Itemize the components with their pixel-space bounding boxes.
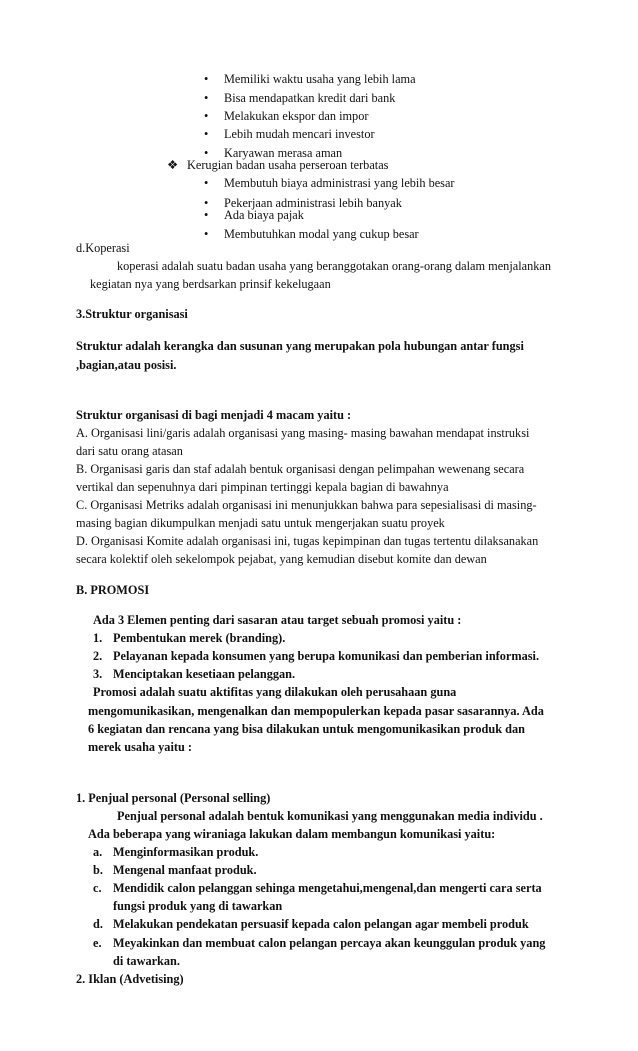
list-letter: d. [93,917,103,931]
koperasi-text: koperasi adalah suatu badan usaha yang beranggotakan orang-orang dalam menjalankan [117,259,551,273]
promosi-paragraph: 6 kegiatan dan rencana yang bisa dilakukan untuk mengomunikasikan produk dan [88,722,525,736]
list-number: 3. [93,667,103,681]
bullet-icon: • [204,72,209,86]
struktur-types-heading: Struktur organisasi di bagi menjadi 4 macam yaitu : [76,408,352,422]
koperasi-heading: d.Koperasi [76,241,130,255]
advantage-item: Lebih mudah mencari investor [224,127,375,141]
disadvantage-item: Membutuh biaya administrasi yang lebih besar [224,176,455,190]
penjual-text: Ada beberapa yang wiraniaga lakukan dalam membangun komunikasi yaitu: [88,827,496,841]
promosi-element: Pelayanan kepada konsumen yang berupa komunikasi dan pemberian informasi. [113,649,540,663]
struktur-type-text: secara kolektif oleh sekelompok pejabat, yang kemudian disebut komite dan dewan [76,552,487,566]
list-letter: a. [93,845,103,859]
struktur-type-text: D. Organisasi Komite adalah organisasi ini, tugas kepimpinan dan tugas tertentu dilaksanakan [76,534,539,548]
struktur-type-text: A. Organisasi lini/garis adalah organisasi yang masing- masing bawahan mendapat instruksi [76,426,530,440]
section-heading: B. PROMOSI [76,583,150,597]
bullet-icon: • [204,176,209,190]
promosi-paragraph: Promosi adalah suatu aktifitas yang dilakukan oleh perusahaan guna [93,685,457,699]
bullet-icon: • [204,196,209,210]
list-letter: c. [93,881,102,895]
penjual-item: Mendidik calon pelanggan sehinga mengetahui,mengenal,dan mengerti cara serta [113,881,542,895]
promosi-paragraph: mengomunikasikan, mengenalkan dan mempopulerkan kepada pasar sasarannya. Ada [88,704,544,718]
bullet-icon: • [204,227,209,241]
struktur-type-text: dari satu orang atasan [76,444,183,458]
penjual-text: Penjual personal adalah bentuk komunikasi yang menggunakan media individu . [117,809,543,823]
list-letter: b. [93,863,103,877]
subsection-heading: 2. Iklan (Advetising) [76,972,184,986]
diamond-bullet-icon: ❖ [167,158,179,172]
disadvantage-item: Membutuhkan modal yang cukup besar [224,227,419,241]
subsection-heading: 1. Penjual personal (Personal selling) [76,791,271,805]
disadvantage-item: Pekerjaan administrasi lebih banyak [224,196,402,210]
struktur-definition: Struktur adalah kerangka dan susunan yang merupakan pola hubungan antar fungsi [76,339,524,353]
advantage-item: Melakukan ekspor dan impor [224,109,369,123]
bullet-icon: • [204,91,209,105]
bullet-icon: • [204,146,209,160]
promosi-element: Pembentukan merek (branding). [113,631,286,645]
penjual-item: Meyakinkan dan membuat calon pelangan percaya akan keunggulan produk yang [113,936,546,950]
promosi-paragraph: merek usaha yaitu : [88,740,192,754]
struktur-type-text: B. Organisasi garis dan staf adalah bentuk organisasi dengan pelimpahan wewenang secara [76,462,525,476]
struktur-definition: ,bagian,atau posisi. [76,358,177,372]
penjual-item: Menginformasikan produk. [113,845,259,859]
penjual-item: di tawarkan. [113,954,180,968]
bullet-icon: • [204,109,209,123]
disadvantages-heading: Kerugian badan usaha perseroan terbatas [187,158,389,172]
list-number: 2. [93,649,103,663]
disadvantage-item: Ada biaya pajak [224,208,304,222]
penjual-item: Melakukan pendekatan persuasif kepada calon pelangan agar membeli produk [113,917,529,931]
bullet-icon: • [204,127,209,141]
struktur-type-text: vertikal dan sepenuhnya dari pimpinan tertinggi kepala bagian di bawahnya [76,480,449,494]
list-letter: e. [93,936,102,950]
struktur-type-text: masing bagian dikumpulkan menjadi satu untuk mengerjakan suatu proyek [76,516,445,530]
promosi-element: Menciptakan kesetiaan pelanggan. [113,667,296,681]
list-number: 1. [93,631,103,645]
advantage-item: Bisa mendapatkan kredit dari bank [224,91,396,105]
penjual-item: fungsi produk yang di tawarkan [113,899,283,913]
advantage-item: Memiliki waktu usaha yang lebih lama [224,72,416,86]
section-heading: 3.Struktur organisasi [76,307,188,321]
koperasi-text: kegiatan nya yang berdsarkan prinsif kekelugaan [90,277,331,291]
bullet-icon: • [204,208,209,222]
advantage-item: Karyawan merasa aman [224,146,343,160]
penjual-item: Mengenal manfaat produk. [113,863,257,877]
struktur-type-text: C. Organisasi Metriks adalah organisasi ini menunjukkan bahwa para sepesialisasi di masing- [76,498,537,512]
promosi-intro: Ada 3 Elemen penting dari sasaran atau target sebuah promosi yaitu : [93,613,462,627]
